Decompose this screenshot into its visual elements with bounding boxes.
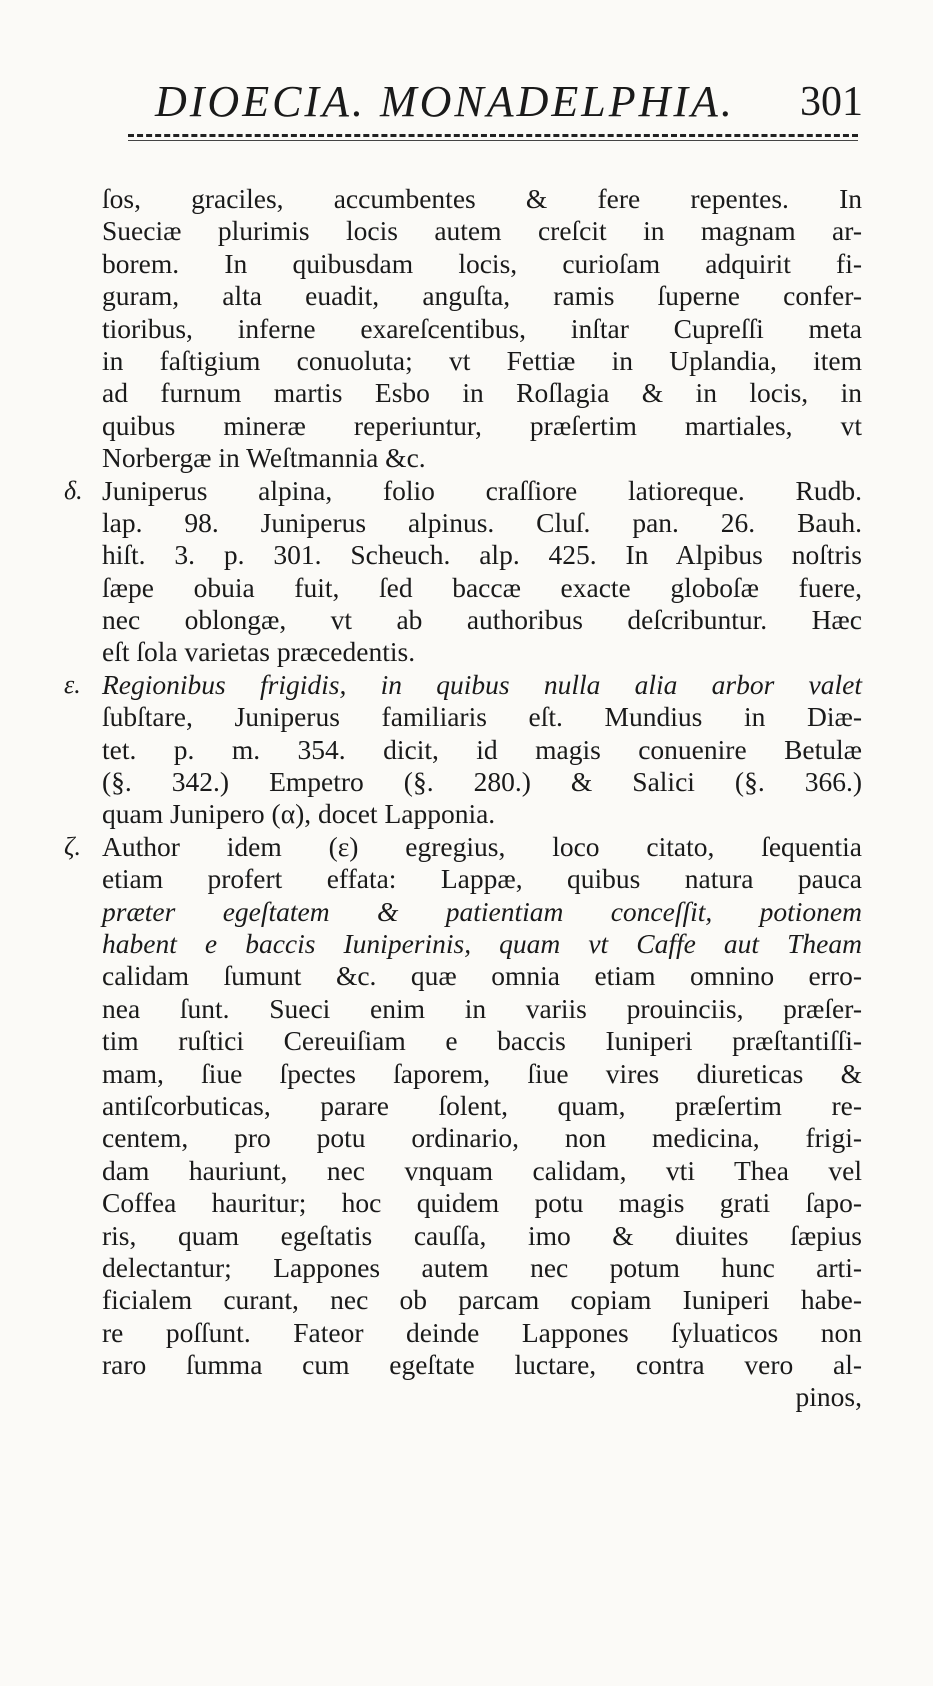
text-line: præter egeſtatem & patientiam conceſſit, potionem — [102, 895, 862, 927]
catchword: pinos, — [795, 1381, 862, 1413]
text-line: habent e baccis Iuniperinis, quam vt Caffe aut Theam — [102, 927, 862, 959]
text-line: (§. 342.) Empetro (§. 280.) & Salici (§. 366.) — [102, 766, 862, 798]
text-line: re poſſunt. Fateor deinde Lappones ſyluaticos non — [102, 1316, 862, 1348]
text-line: centem, pro potu ordinario, non medicina, frigi- — [102, 1122, 862, 1154]
text-line: Juniperus alpina, folio craſſiore latioreque. Rudb. — [102, 474, 862, 506]
text-line: Norbergæ in Weſtmannia &c. — [102, 442, 426, 474]
text-line: etiam profert effata: Lappæ, quibus natura pauca — [102, 863, 862, 895]
text-line: ſæpe obuia fuit, ſed baccæ exacte globoſæ fuere, — [102, 571, 862, 603]
text-line: ſos, graciles, accumbentes & fere repentes. In — [102, 183, 862, 214]
entry-delta-line — [64, 474, 862, 507]
header-rule-thin — [128, 140, 858, 141]
text-line: ad furnum martis Esbo in Roſlagia & in locis, in — [102, 377, 862, 409]
text-line: antiſcorbuticas, parare ſolent, quam, præſertim re- — [102, 1089, 862, 1121]
header-rule — [128, 134, 858, 137]
text-line: Coffea hauritur; hoc quidem potu magis grati ſapo- — [102, 1187, 862, 1219]
page-number: 301 — [800, 79, 863, 125]
running-title: DIOECIA. MONADELPHIA. — [155, 77, 735, 126]
text-line: mam, ſiue ſpectes ſaporem, ſiue vires diureticas & — [102, 1057, 862, 1089]
entry-epsilon-line — [64, 668, 862, 701]
text-line: nec oblongæ, vt ab authoribus deſcribuntur. Hæc — [102, 604, 862, 636]
marker-zeta: ζ. — [64, 831, 82, 861]
text-line: eſt ſola varietas præcedentis. — [102, 636, 416, 668]
running-head — [155, 72, 865, 132]
marker-epsilon: ε. — [64, 669, 81, 699]
text-line: in faſtigium conuoluta; vt Fettiæ in Uplandia, item — [102, 344, 862, 376]
text-line: tim ruſtici Cereuiſiam e baccis Iuniperi præſtantiſſi- — [102, 1025, 862, 1057]
text-line: Sueciæ plurimis locis autem creſcit in magnam ar- — [102, 215, 862, 247]
text-line: calidam ſumunt &c. quæ omnia etiam omnino erro- — [102, 960, 862, 992]
text-line: delectantur; Lappones autem nec potum hunc arti- — [102, 1251, 862, 1283]
text-line: Regionibus frigidis, in quibus nulla alia arbor valet — [102, 668, 862, 700]
text-line: ris, quam egeſtatis cauſſa, imo & diuites ſæpius — [102, 1219, 862, 1251]
text-line: ſubſtare, Juniperus familiaris eſt. Mundius in Diæ- — [102, 701, 862, 733]
text-line: ficialem curant, nec ob parcam copiam Iuniperi habe- — [102, 1284, 862, 1316]
text-line: quam Junipero (α), docet Lapponia. — [102, 798, 496, 830]
text-line: tioribus, inferne exareſcentibus, inſtar Cupreſſi meta — [102, 312, 862, 344]
entry-zeta-line — [64, 830, 862, 863]
text-line: Author idem (ε) egregius, loco citato, ſequentia — [102, 830, 862, 862]
body-text — [64, 183, 862, 1414]
text-line: dam hauriunt, nec vnquam calidam, vti Thea vel — [102, 1154, 862, 1186]
text-line: guram, alta euadit, anguſta, ramis ſuperne confer- — [102, 280, 862, 312]
text-line: borem. In quibusdam locis, curioſam adquirit fi- — [102, 247, 862, 279]
marker-delta: δ. — [64, 475, 83, 505]
text-line: raro ſumma cum egeſtate luctare, contra vero al- — [102, 1349, 862, 1381]
text-line: lap. 98. Juniperus alpinus. Cluſ. pan. 26. Bauh. — [102, 506, 862, 538]
text-line: quibus mineræ reperiuntur, præſertim martiales, vt — [102, 409, 862, 441]
text-line: hiſt. 3. p. 301. Scheuch. alp. 425. In Alpibus noſtris — [102, 539, 862, 571]
text-line: tet. p. m. 354. dicit, id magis conuenire Betulæ — [102, 733, 862, 765]
text-line: nea ſunt. Sueci enim in variis prouinciis, præſer- — [102, 992, 862, 1024]
